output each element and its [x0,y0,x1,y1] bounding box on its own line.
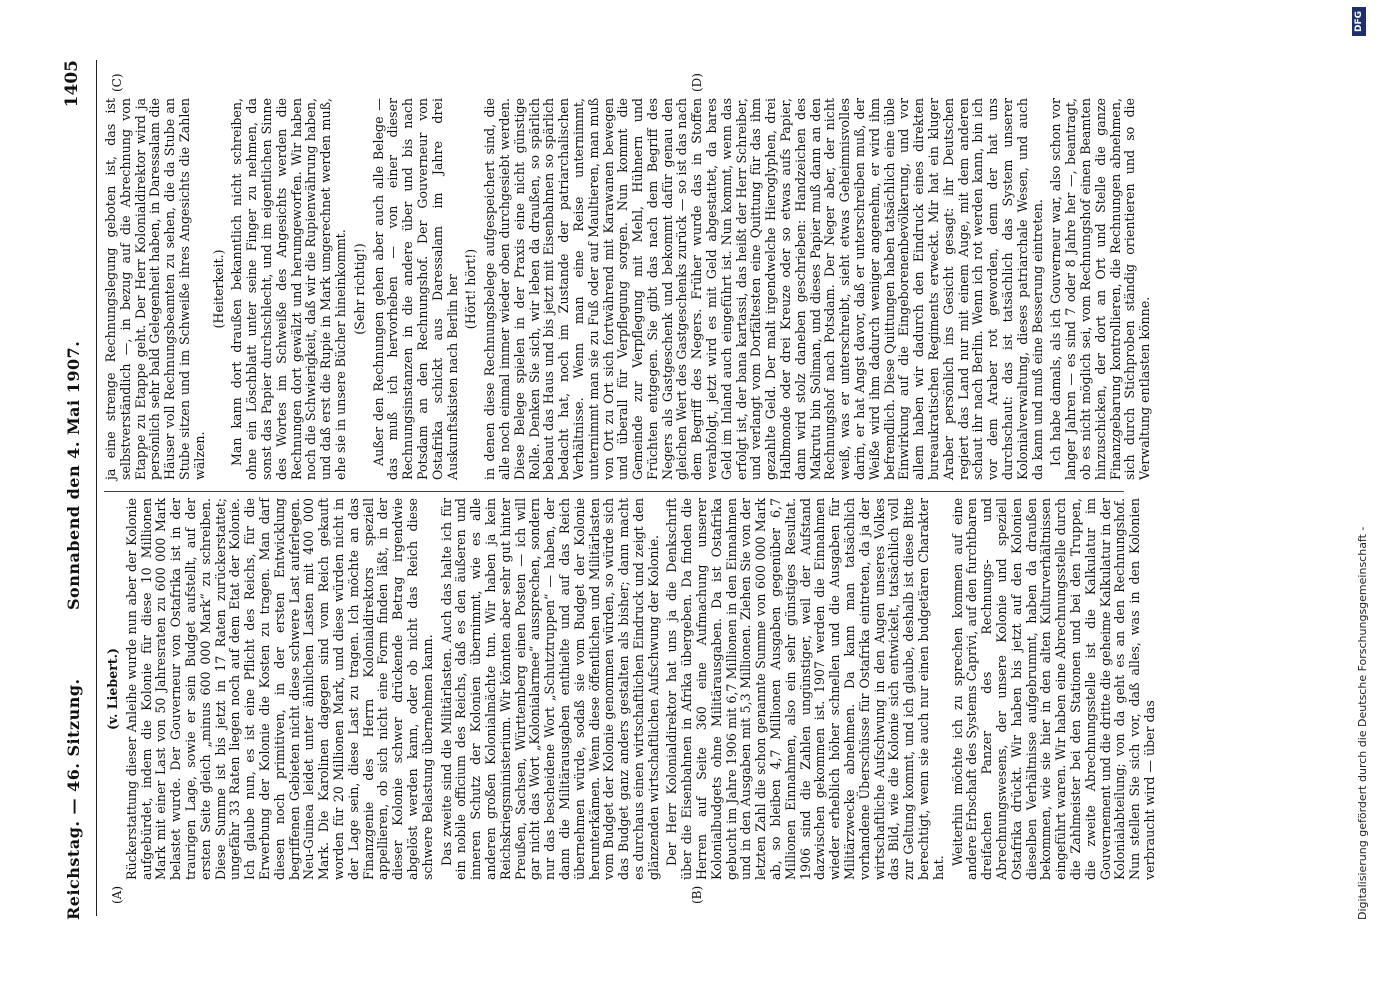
interjection: (Heiterkeit.) [210,249,226,329]
dfg-logo: DFG [1352,7,1366,36]
paragraph: Außer den Rechnungen gehen aber auch alle Belege — das muß ich hervorheben — von einer dieser Rechnungsinstanzen in die andere über und bis nach Potsdam an den Rechnungshof. Der Gouverneur von Ostafrika schickt aus Daressalam im Jahre drei Auskunftskisten nach Berlin her [370,98,460,480]
margin-marker-a: (A) [110,885,124,904]
interjection: (Sehr richtig!) [351,243,367,335]
paragraph: Ich habe damals, als ich Gouverneur war, also schon vor langer Jahren — es sind 7 oder 8 Jahre her —, beantragt, ob es nicht möglich sei, vom Rechnungshof einen Beamten hinzuschicken, der dort an Ort und Stelle die ganze Finanzgebarung kontrollieren, die Rechnungen abnehmen, sich durch Stichproben ständig orientieren und so die Verwaltung entlasten könne. [1048,98,1153,480]
paragraph: Rückerstattung dieser Anleihe wurde nun aber der Kolonie aufgebürdet, indem die Kolonie für diese 10 Millionen Mark mit einer Last von 50 Jahresraten zu 600 000 Mark belastet wurde. Der Gouverneur von Ostafrika ist in der traurigen Lage, sowie er sein Budget aufstellt, auf der ersten Seite gleich „minus 600 000 Mark“ zu schreiben. Diese Summe ist bis jetzt in 17 Raten zurückerstattet; ungefähr 33 Raten liegen noch auf dem Etat der Kolonie. Ich glaube nun, es ist eine Pflicht des Reichs, für die Erwerbung der Kolonie die Kosten zu tragen. Man darf diesen noch primitiven, in der ersten Entwicklung begriffenen Gebieten nicht diese schwere Last auferlegen. Neu-Guinea leidet unter ähnlichen Lasten mit 400 000 Mark. Die Karolinen dagegen sind vom Reich gekauft worden für 20 Millionen Mark, und diese würden nicht in der Lage sein, diese Last zu tragen. Ich möchte an das Finanzgenie des Herrn Kolonialdirektors speziell appellieren, ob sich nicht eine Form finden läßt, in der dieser Kolonie schwer drückende Betrag irgendwie abgelöst werden kann, oder ob nicht das Reich diese schwere Belastung übernehmen kann. [123,498,435,880]
paragraph: ja eine strenge Rechnungslegung geboten ist, das ist selbstverständlich —, in bezug auf die Abrechnung von Etappe zu Etappe geht. Der Herr Kolonialdirektor wird ja persönlich sehr bald Gelegenheit haben, in Daressalam die Häuser voll Rechnungsbeamten zu sehen, die da Stube an Stube sitzen und im Schweiße ihres Angesichts die Zahlen wälzen. [103,98,207,480]
page-header [56,60,96,940]
speaker-label: (v. Liebert.) [105,647,120,731]
interjection: (Hört! hört!) [463,248,479,330]
header-date: Sonnabend den 4. Mai 1907. [64,340,83,610]
page-number: 1405 [62,60,82,108]
header-rule [96,60,97,916]
margin-marker-b: (B) [690,885,704,904]
paragraph: Der Herr Kolonialdirektor hat uns ja die Denkschrift über die Eisenbahnen in Afrika übergeben. Da finden die Herren auf Seite 360 eine Aufmachung unserer Kolonialbudgets ohne Militärausgaben. Da ist Ostafrika gebucht im Jahre 1906 mit 6,7 Millionen in den Einnahmen und in den Ausgaben mit 5,3 Millionen. Ziehen Sie von der letzten Zahl die schon genannte Summe von 600 000 Mark ab, so bleiben 4,7 Millionen Ausgaben gegenüber 6,7 Millionen Einnahmen, also ein sehr günstiges Resultat. 1906 sind die Zahlen ungünstiger, weil der Aufstand dazwischen gekommen ist. 1907 werden die Einnahmen wieder erheblich höher schnellen und die Ausgaben für Militärzwecke abnehmen. Da kann man tatsächlich vorhandene Überschüsse für Ostafrika eintreten, da ja der wirtschaftliche Aufschwung in den Augen unseres Volkes das Bild, wie die Kolonie sich entwickelt, tatsächlich voll zur Geltung kommt, und ich glaube, deshalb ist diese Bitte berechtigt, wenn sie auch nur einen budgetären Charakter hat. [664,498,946,880]
paragraph: in denen diese Rechnungsbelege aufgespeichert sind, die alle noch einmal immer wieder oben durchgesiebt werden. Diese Belege spielen in der Praxis eine nicht günstige Rolle. Denken Sie sich, wir leben da draußen, so spärlich bebaut das Haus und bis jetzt mit Eisenbahnen so spärlich bedacht hat, noch im Zustande der patriarchalischen Verhältnisse. Wenn man eine Reise unternimmt, unternimmt man sie zu Fuß oder auf Maultieren, man muß von Ort zu Ort sich fortwährend mit Karawanen bewegen und überall für Verpflegung sorgen. Nun kommt die Gemeinde zur Verpflegung mit Mehl, Hühnern und Früchten entgegen. Sie gibt das nach dem Begriff des Negers als Gastgeschenk und bekommt dafür genau den gleichen Wert des Gastgeschenks zurück — so ist das nach dem Begriff des Negers. Früher wurde das in Stoffen verabfolgt, jetzt wird es mit Geld abgestattet, da bares Geld im Inland auch eingeführt ist. Nun kommt, wenn das erfolgt ist, der bana kartassi, das heißt der Herr Schreiber, und verlangt vom Dorfältesten eine Quittung für das ihm gezahlte Geld. Der malt irgendwelche Hieroglyphen, drei Halbmonde oder drei Kreuze oder so etwas aufs Papier, dann wird stolz daneben geschrieben: Handzeichen des Makrutu bin Soliman, und dieses Papier muß dann an den Rechnungshof nach Potsdam. Der Neger aber, der nicht weiß, was er unterschreibt, sieht etwas Geheimnisvolles darin, er hat Angst davor, daß er unterschreiben muß, der Weiße wird ihm dadurch weniger angenehm, er wird ihm befremdlich. Diese Quittungen haben tatsächlich eine üble Einwirkung auf die Eingeborenenbevölkerung, und vor allem haben wir dadurch den Eindruck eines direkten bureaukratischen Regiments erweckt. Mir hat ein kluger Araber persönlich ins Gesicht gesagt: ihr Deutschen regiert das Land nur mit einem Auge, mit dem anderen schaut ihr nach Berlin. Wenn ich rot werden kann, bin ich vor dem Araber rot geworden, denn der hat uns durchschaut: das ist tatsächlich das System unserer Kolonialverwaltung, dieses patriarchale Wesen, und auch da kann und muß eine Besserung eintreten. [482,98,1045,480]
paragraph: Das zweite sind die Militärlasten. Auch das halte ich für ein nobile officium des Reichs, daß es den äußeren und inneren Schutz der Kolonien übernimmt, wie es alle anderen großen Kolonialmächte tun. Wir haben ja kein Reichskriegsministerium. Wir könnten aber sehr gut hinter Preußen, Sachsen, Württemberg einen Posten — ich will gar nicht das Wort „Kolonialarmee“ aussprechen, sondern nur das bescheidene Wort „Schutztruppen“ — haben, der dann die Militärausgaben enthielte und auf das Reich übernehmen würde, sodaß sie vom Budget der Kolonie herunterkämen. Wenn diese öffentlichen und Militärlasten vom Budget der Kolonie genommen würden, so würde sich das Budget ganz anders gestalten als bisher; dann macht es durchaus einen wirtschaftlichen Eindruck und zeigt den glänzenden wirtschaftlichen Aufschwung der Kolonie. [438,498,661,880]
paragraph: Weiterhin möchte ich zu sprechen kommen auf eine andere Erbschaft des Systems Caprivi, auf den furchtbaren dreifachen Panzer des Rechnungs- und Abrechnungswesens, der unsere Kolonie und speziell Ostafrika drückt. Wir haben bis jetzt auf den Kolonien dieselben Verhältnisse aufgebrummt, haben da draußen bekommen, wie sie hier in den alten Kulturverhältnissen eingeführt waren. Wir haben eine Abrechnungsstelle durch die Zahlmeister bei den Stationen und bei den Truppen, die zweite Abrechnungsstelle ist die Kalkulatur im Gouvernement und die dritte die geheime Kalkulatur in der Kolonialabteilung; von da geht es an den Rechnungshof. Nun stellen Sie sich vor, daß alles, was in den Kolonien verbraucht wird — über das [949,498,1157,880]
text-column-right [104,98,1157,480]
header-left: Reichstag. — 46. Sitzung. [64,678,83,920]
digitization-credit: Digitalisierung gefördert durch die Deutsche Forschungsgemeinschaft - [1356,526,1369,920]
margin-marker-c: (C) [110,73,124,92]
text-column-left [104,498,1162,880]
paragraph: Man kann dort draußen bekanntlich nicht schreiben, ohne ein Löschblatt unter seine Finger zu nehmen, da sonst das Papier durchschlecht, und im eigentlichen Sinne des Wortes im Schweiße des Angesichts werden die Rechnungen dort gewälzt und herumgeworfen. Wir haben noch die Schwierigkeit, daß wir die Rupienwährung haben, und daß erst die Rupie in Mark umgerechnet werden muß, ehe sie in unsere Bücher hineinkommt. [229,98,348,480]
column-divider [104,491,1124,492]
margin-marker-d: (D) [690,73,704,92]
